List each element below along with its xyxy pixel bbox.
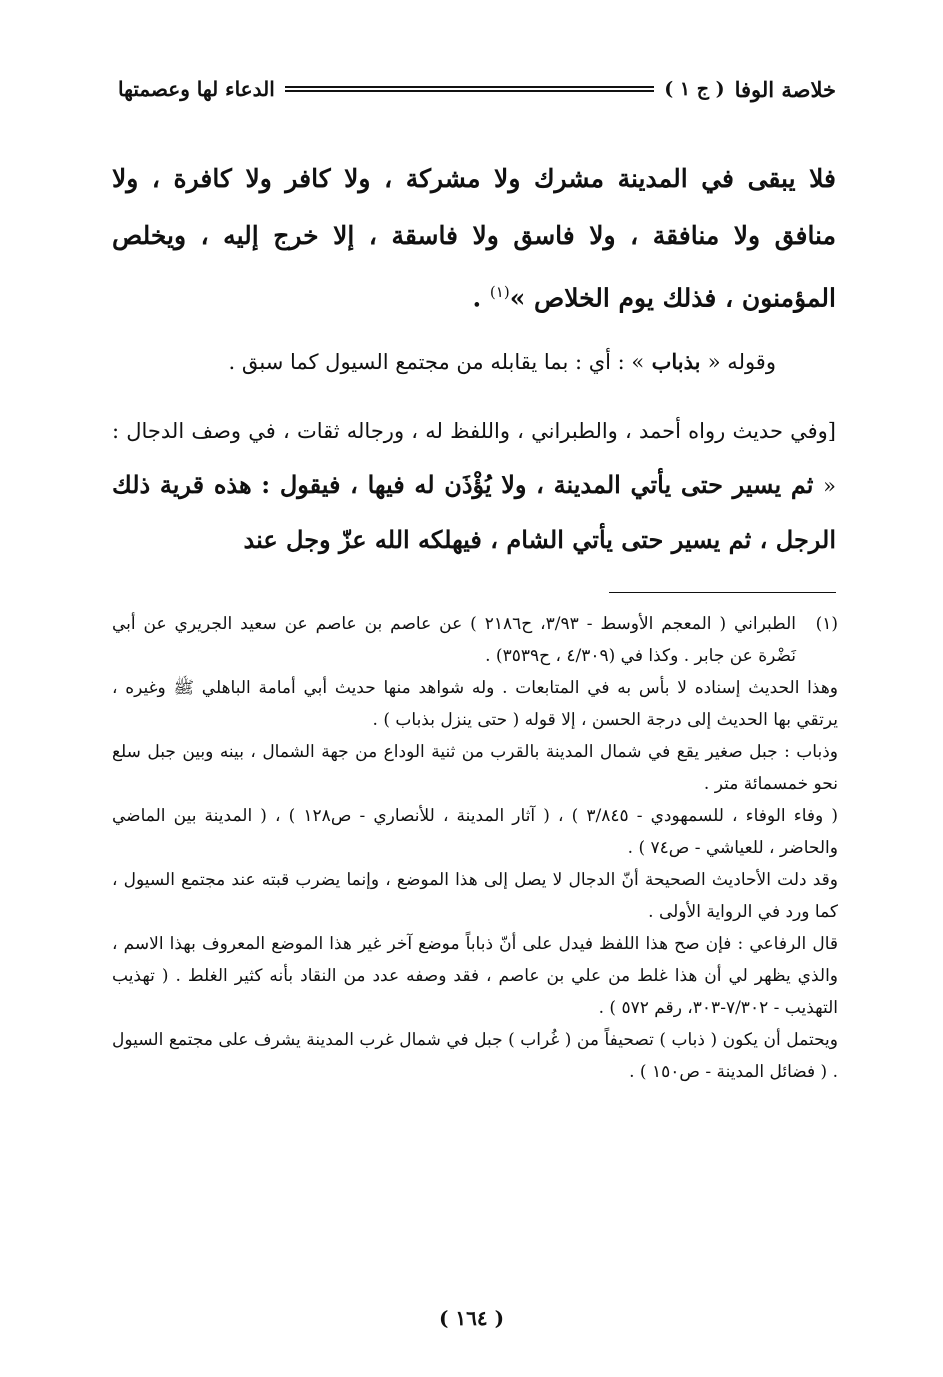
- footnote-paragraph: وقد دلت الأحاديث الصحيحة أنّ الدجال لا يصل إلى هذا الموضع ، وإنما يضرب قبته عند مجتمع السيول ، كما ورد في الرواية الأولى .: [112, 870, 838, 922]
- running-header: [118, 72, 836, 106]
- explanation-rest: » : أي : بما يقابله من مجتمع السيول كما سبق .: [228, 350, 645, 375]
- footnote-1: [112, 608, 838, 672]
- main-text: [112, 150, 836, 568]
- header-section-title: الدعاء لها وعصمتها: [118, 77, 275, 101]
- footnote-citation: الطبراني ( المعجم الأوسط - ٣/٩٣، ح٢١٨٦ ) عن عاصم بن عاصم عن سعيد الجريري عن أبي نَضْرة عن جابر . وكذا في (٤/٣٠٩ ، ح٣٥٣٩) .: [112, 614, 796, 666]
- header-book-title: خلاصة الوفا: [734, 76, 836, 102]
- hadith-intro: [وفي حديث رواه أحمد ، والطبراني ، واللفظ له ، ورجاله ثقات ، في وصف الدجال : «: [112, 419, 836, 499]
- explanation-paragraph: [112, 346, 836, 378]
- explanation-keyword: بذباب: [644, 349, 708, 375]
- footnote-paragraph: قال الرفاعي : فإن صح هذا اللفظ فيدل على أنّ ذباباً موضع آخر غير هذا الموضع المعروف بهذا الاسم ، والذي يظهر لي أن هذا غلط من علي بن عاصم ، فقد وصفه عدد من النقاد بأنه كثير الغلط . ( تهذيب التهذيب - ٧/٣٠٢-٣٠٣، رقم ٥٧٢ ) .: [112, 934, 838, 1018]
- quote-end: .: [472, 283, 490, 313]
- footnote-paragraph: ويحتمل أن يكون ( ذباب ) تصحيفاً من ( غُراب ) جبل في شمال غرب المدينة يشرف على مجتمع السيول . ( فضائل المدينة - ص١٥٠ ) .: [112, 1030, 838, 1082]
- page-number: ( ١٦٤ ): [438, 1306, 505, 1330]
- footnote-number: (١): [815, 614, 838, 634]
- explanation-prefix: وقوله «: [707, 350, 776, 375]
- footnote-paragraph: ( وفاء الوفاء ، للسمهودي - ٣/٨٤٥ ) ، ( آثار المدينة ، للأنصاري - ص١٢٨ ) ، ( المدينة بين الماضي والحاضر ، للعياشي - ص٧٤ ) .: [112, 806, 838, 858]
- footnote-paragraph: وهذا الحديث إسناده لا بأس به في المتابعات . وله شواهد منها حديث أبي أمامة الباهلي ﷺ وغيره ، يرتقي بها الحديث إلى درجة الحسن ، إلا قوله ( حتى ينزل بذباب ) .: [112, 678, 838, 730]
- hadith-paragraph: [112, 404, 836, 568]
- footnote-paragraph: وذباب : جبل صغير يقع في شمال المدينة بالقرب من ثنية الوداع من جهة الشمال ، بينه وبين جبل سلع نحو خمسمائة متر .: [112, 742, 838, 794]
- footnotes: [112, 608, 838, 1088]
- header-volume: ( ج ١ ): [664, 78, 725, 100]
- footnote-reference: (١): [489, 283, 510, 301]
- quote-paragraph: [112, 150, 836, 326]
- quote-text: فلا يبقى في المدينة مشرك ولا مشركة ، ولا كافر ولا كافرة ، ولا منافق ولا منافقة ، ولا فاسق ولا فاسقة ، إلا خرج إليه ، ويخلص المؤمنون ، فذلك يوم الخلاص »: [112, 164, 836, 313]
- footnote-separator: [609, 592, 836, 593]
- footnote-body: [112, 608, 796, 672]
- hadith-text: ثم يسير حتى يأتي المدينة ، ولا يُؤْذَن له فيها ، فيقول : هذه قرية ذلك الرجل ، ثم يسير حتى يأتي الشام ، فيهلكه الله عزّ وجل عند: [112, 470, 836, 555]
- header-rule: [285, 86, 654, 92]
